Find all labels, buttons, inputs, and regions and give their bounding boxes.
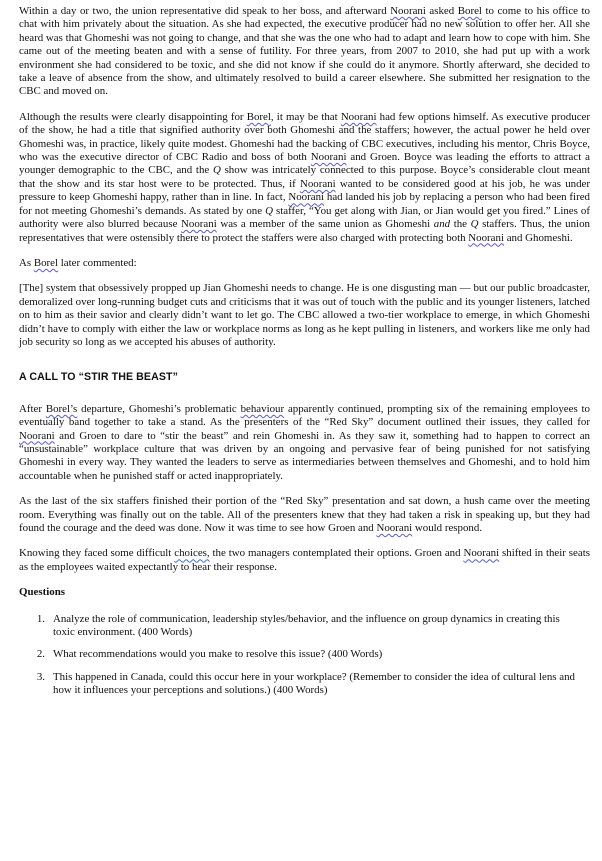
text-run: and Groen. Boyce was leading the efforts to attract a younger demographic to the CBC, and the <box>19 151 590 177</box>
grammar-flagged-word: choices, <box>174 547 210 560</box>
question-item <box>19 613 590 640</box>
question-text: This happened in Canada, could this occur here in your workplace? (Remember to consider the idea of cultural lens and how it influences your perceptions and solutions.) (400 Words) <box>53 670 575 697</box>
spellcheck-flagged-word: Noorani <box>299 177 336 190</box>
spellcheck-flagged-word: Noorani <box>181 218 217 231</box>
spellcheck-flagged-word: Noorani <box>468 231 504 244</box>
spellcheck-flagged-word: Borel’s <box>45 402 78 415</box>
text-run: show was intricately connected to this purpose. Boyce’s considerable clout meant that the show and its star host were to be protected. Thus, if <box>19 164 590 190</box>
text-run: to come to his office to chat with him privately about the situation. As she had expected, the executive producer had no new solution to offer her. All she heard was that Ghomeshi was not going to change, and that she was the one who had to adapt and learn how to cope with him. She came out of the meeting beaten and with a sense of futility. For three years, from 2007 to 2010, she had put up with a work environment she had considered to be toxic, and she did not know if she could do it anymore. Shortly afterward, she decided to take a leave of absence from the show, and ultimately resolved to build a career elsewhere. She submitted her resignation to the CBC and moved on. <box>19 5 590 98</box>
text-run: As <box>19 256 34 269</box>
spellcheck-flagged-word: Noorani <box>376 522 413 534</box>
text-run: apparently continued, prompting six of the remaining employees to eventually band together to take a stand. As the presenters of the “Red Sky” document outlined their issues, they called for <box>19 402 590 429</box>
questions-list <box>19 613 590 698</box>
spellcheck-flagged-word: Borel <box>33 256 59 269</box>
text-run: the two managers contemplated their options. Groen and <box>209 547 464 560</box>
text-run: [The] system that obsessively propped up Jian Ghomeshi needs to change. He is one disgusting man — but our public broadcaster, demoralized over long-running budget cuts and criticisms that it was out of touch with the public and its younger listeners, latched on to him as their savior and clearly didn’t want to let go. The CBC allowed a two-tier workplace to emerge, in which Ghomeshi didn’t have to comply with either the law or workplace norms as long as he kept pulling in listeners, and workers like me only had job security so long as we accepted his abuses of authority. <box>19 282 590 348</box>
text-run: had few options himself. As executive producer of the show, he had a title that signified authority over both Ghomeshi and the staffers; however, the actual power he held over Ghomeshi was, in practice, likely quite modest. Ghomeshi had the backing of CBC executives, including his mentor, Chris Boyce, who was the executive director of CBC Radio and boss of both <box>19 110 590 164</box>
spellcheck-flagged-word: Noorani <box>390 5 426 17</box>
questions-heading: Questions <box>19 586 65 599</box>
text-run: the <box>450 218 471 231</box>
text-run: Although the results were clearly disappointing for <box>19 110 247 123</box>
spellcheck-flagged-word: Noorani <box>19 429 55 442</box>
block-quote-borel <box>19 282 590 349</box>
text-run: Knowing they faced some difficult <box>19 547 175 560</box>
spellcheck-flagged-word: Noorani <box>340 110 377 123</box>
text-run: Within a day or two, the union representative did speak to her boss, and afterward <box>19 5 391 17</box>
italic-text: Q <box>265 204 273 217</box>
text-run: , it may be that <box>270 110 341 123</box>
text-run: staffers. Thus, the union representatives that were ostensibly there to protect the staffers were also charged with protecting both <box>19 218 590 244</box>
text-run: later commented: <box>58 256 137 269</box>
question-item <box>19 648 590 661</box>
paragraph-red-sky-document <box>19 403 590 483</box>
text-run: staffer, “You get along with Jian, or Jian would get you fired.” Lines of authority were also blurred because <box>19 204 590 231</box>
text-run: departure, Ghomeshi’s problematic <box>77 402 241 415</box>
text-run: would respond. <box>412 522 483 534</box>
text-run: and Ghomeshi. <box>503 231 573 244</box>
text-run: After <box>19 402 46 415</box>
spellcheck-flagged-word: Borel <box>246 110 271 123</box>
paragraph-noorani-options <box>19 111 590 245</box>
question-number: 3. <box>36 670 45 683</box>
text-run: wanted to be considered good at his job, he was under pressure to keep Ghomeshi happy, rather than in line. In fact, <box>19 177 590 204</box>
italic-text: Q <box>470 218 479 231</box>
text-run: As the last of the six staffers finished their portion of the “Red Sky” presentation and sat down, a hush came over the meeting room. Everything was finally out on the table. All of the presenters knew that they had taken a risk in speaking up, but they had found the courage and the deed was done. Now it was time to see how Groen and <box>19 495 590 534</box>
italic-text: Q <box>212 164 221 177</box>
question-item <box>19 671 590 698</box>
spellcheck-flagged-word: Borel <box>457 5 482 17</box>
text-run: asked <box>425 5 458 17</box>
paragraph-hush-meeting-room <box>19 495 590 535</box>
spellcheck-flagged-word: behaviour <box>240 402 285 415</box>
question-number: 2. <box>36 648 45 661</box>
spellcheck-flagged-word: Noorani <box>463 547 500 560</box>
italic-text: and <box>433 218 451 231</box>
text-run: was a member of the same union as Ghomeshi <box>216 218 434 231</box>
question-text: Analyze the role of communication, leadership styles/behavior, and the influence on group dynamics in creating this toxic environment. (400 Words) <box>53 612 560 639</box>
spellcheck-flagged-word: Noorani <box>310 151 347 164</box>
text-run: and Groen to dare to “stir the beast” and rein Ghomeshi in. As they saw it, something had to happen to correct an “unsustainable” workplace culture that was driven by an ongoing and pervasive fear of being punished for not satisfying Ghomeshi in every way. They wanted the leaders to serve as intermediaries between themselves and Ghomeshi, and to hold him accountable when he punished staff or acted inappropriately. <box>19 429 590 482</box>
paragraph-borel-resignation <box>19 5 590 99</box>
section-heading-stir-the-beast: A CALL TO “STIR THE BEAST” <box>19 371 178 384</box>
text-run: shifted in their seats as the employees waited expectantly to hear their response. <box>19 547 590 573</box>
text-run: had landed his job by replacing a person who had been fired for not meeting Ghomeshi’s demands. As stated by one <box>19 191 590 217</box>
question-text: What recommendations would you make to resolve this issue? (400 Words) <box>53 648 383 661</box>
question-number: 1. <box>36 612 45 625</box>
paragraph-borel-commented <box>19 257 590 270</box>
paragraph-managers-choices <box>19 547 590 574</box>
spellcheck-flagged-word: Noorani <box>288 191 325 204</box>
